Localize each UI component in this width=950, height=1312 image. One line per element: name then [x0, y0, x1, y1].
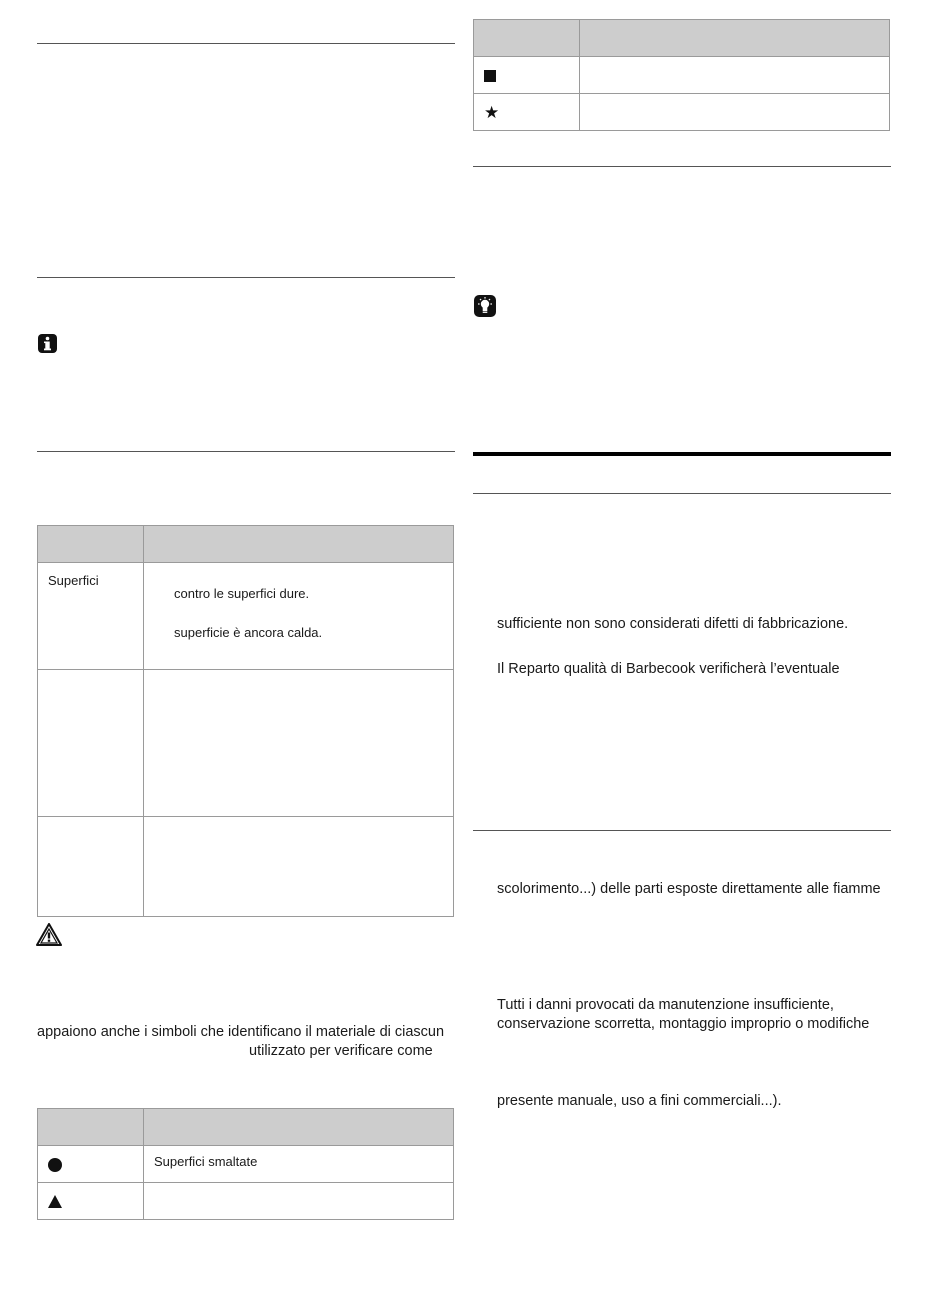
table-cell-label [38, 563, 144, 670]
table-cell-text [580, 94, 890, 131]
table-header-cell [144, 526, 454, 563]
table-cell-text [144, 817, 454, 917]
exclusions-line: presente manuale, uso a fini commerciali...). [497, 1093, 782, 1109]
warranty-line: sufficiente non sono considerati difetti di fabbricazione. [497, 616, 849, 632]
symbols-paragraph-line: utilizzato per verificare come [249, 1043, 433, 1059]
symbol-description [580, 57, 889, 73]
symbol-description [580, 94, 889, 110]
lightbulb-icon [473, 294, 497, 318]
table-cell-text [144, 1146, 454, 1183]
symbols-table-left [37, 1108, 454, 1220]
warning-icon [36, 923, 62, 946]
symbols-table-right [473, 19, 890, 131]
table-cell-text [580, 57, 890, 94]
table-row [38, 563, 454, 670]
table-row [38, 1183, 454, 1220]
section-rule-6 [473, 830, 891, 831]
section-rule-5 [473, 493, 891, 494]
cell-line: superficie è ancora calda. [174, 625, 323, 640]
info-icon [37, 333, 58, 354]
chapter-rule [473, 452, 891, 456]
table-cell-symbol [474, 57, 580, 94]
exclusions-line: conservazione scorretta, montaggio improprio o modifiche [497, 1016, 870, 1032]
table-row [38, 1146, 454, 1183]
table-row [474, 57, 890, 94]
materials-table [37, 525, 454, 917]
table-cell-symbol [474, 94, 580, 131]
table-header-row [474, 20, 890, 57]
table-header-cell [144, 1109, 454, 1146]
table-cell-text [144, 670, 454, 817]
section-rule-1 [37, 43, 455, 44]
table-cell-symbol [38, 1146, 144, 1183]
symbols-paragraph-line: appaiono anche i simboli che identificano il materiale di ciascun [37, 1024, 445, 1040]
exclusions-line: Tutti i danni provocati da manutenzione insufficiente, [497, 997, 834, 1013]
table-cell-text [144, 1183, 454, 1220]
table-header-cell [38, 526, 144, 563]
star-icon: ★ [484, 103, 500, 122]
table-cell-symbol [38, 1183, 144, 1220]
table-header-cell [38, 1109, 144, 1146]
section-rule-4 [473, 166, 891, 167]
table-row [38, 817, 454, 917]
symbol-description: Superfici smaltate [154, 1154, 258, 1169]
square-icon [484, 70, 496, 82]
table-header-cell [580, 20, 890, 57]
section-rule-2 [37, 277, 455, 278]
table-cell-label [38, 670, 144, 817]
table-header-row [38, 1109, 454, 1146]
table-row [38, 670, 454, 817]
table-row [474, 94, 890, 131]
table-cell-label [38, 817, 144, 917]
row-label: Superfici [48, 573, 99, 588]
cell-line: contro le superfici dure. [174, 586, 310, 601]
warranty-line: Il Reparto qualità di Barbecook verificherà l’eventuale [497, 661, 840, 677]
table-cell-text [144, 563, 454, 670]
exclusions-line: scolorimento...) delle parti esposte direttamente alle fiamme [497, 881, 881, 897]
table-header-row [38, 526, 454, 563]
section-rule-3 [37, 451, 455, 452]
triangle-icon [48, 1195, 62, 1208]
circle-icon [48, 1158, 62, 1172]
symbol-description [144, 1183, 453, 1199]
table-header-cell [474, 20, 580, 57]
